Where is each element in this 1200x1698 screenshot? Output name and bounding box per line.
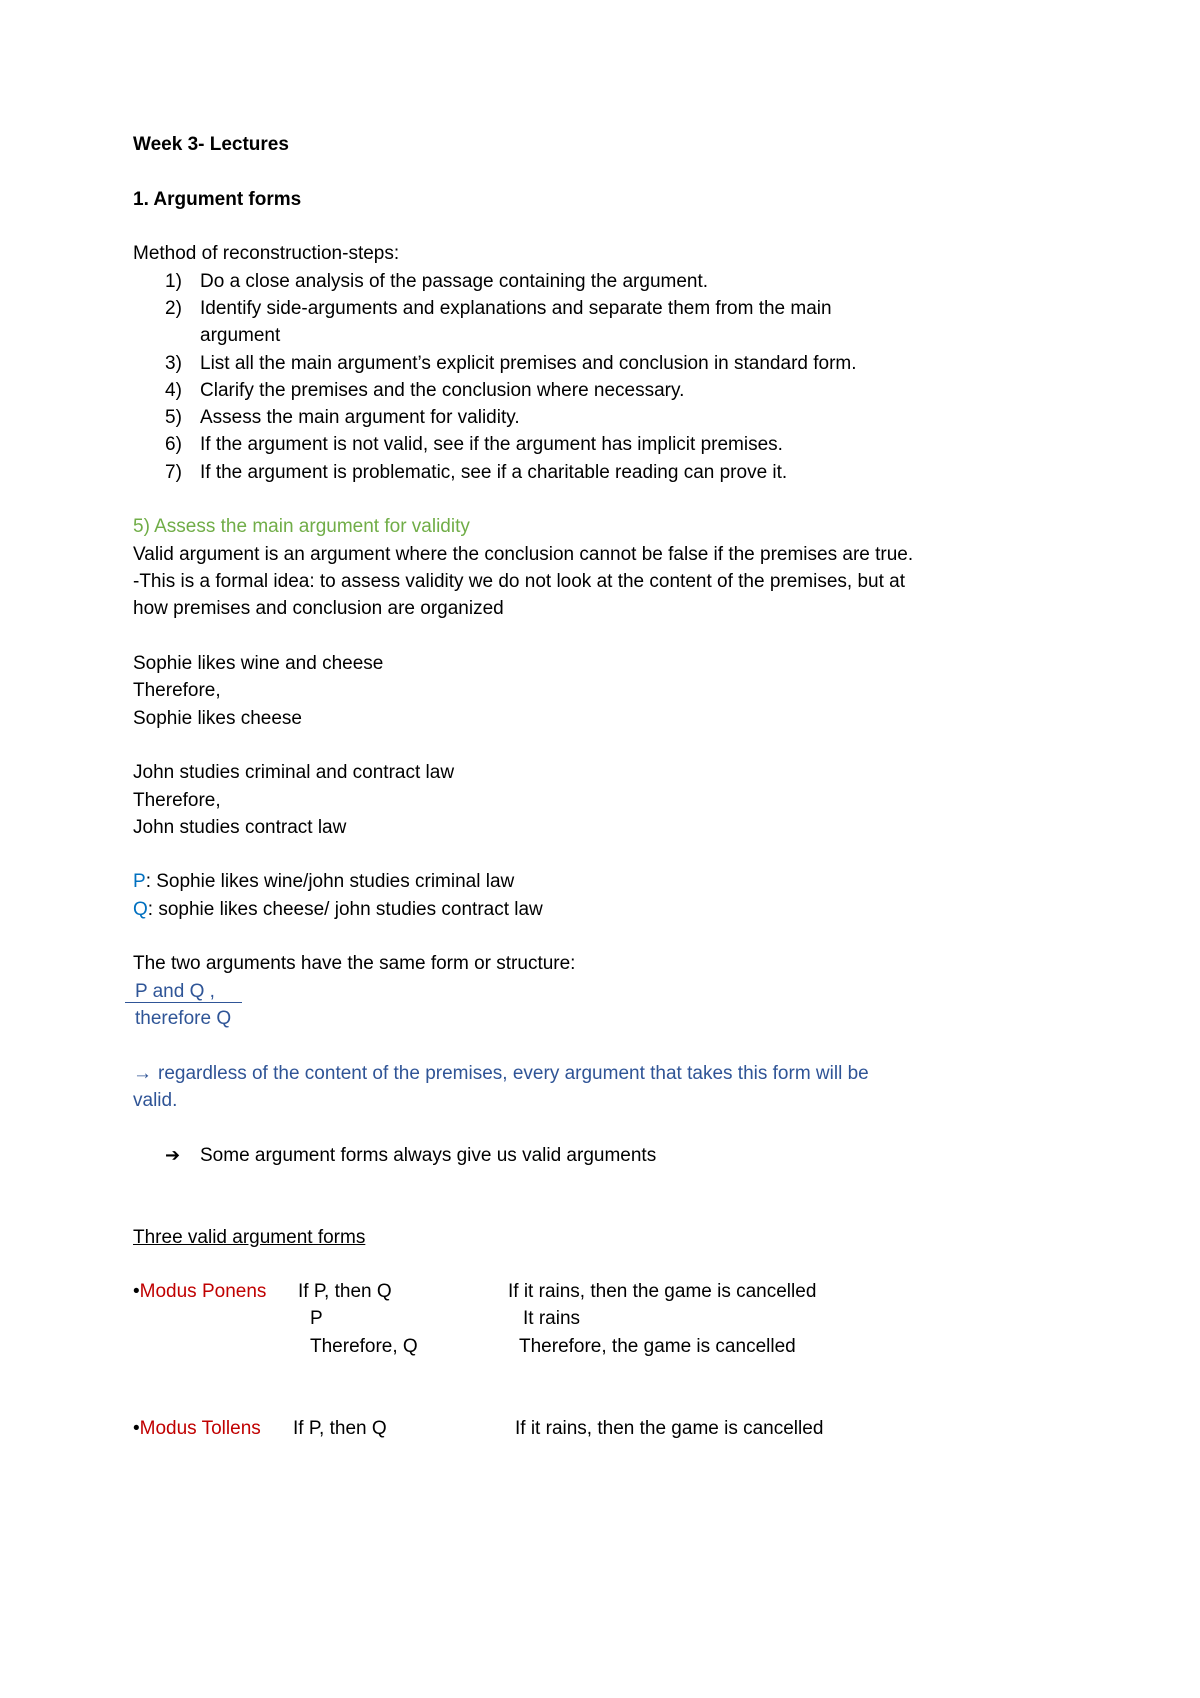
bullet: •	[133, 1417, 140, 1439]
arrow-note	[133, 1060, 1133, 1087]
list-number: 7)	[165, 461, 182, 483]
list-number: 5)	[165, 407, 182, 429]
form-schema-line: If P, then Q	[293, 1417, 387, 1439]
validity-explanation-continued: how premises and conclusion are organized	[133, 598, 504, 620]
form-schema-line: P	[310, 1308, 323, 1330]
example-john-premise: John studies criminal and contract law	[133, 762, 455, 784]
form-premise-line	[133, 978, 1133, 1005]
list-item-step-5	[133, 404, 1133, 431]
list-number: 4)	[165, 379, 182, 401]
form-intro: The two arguments have the same form or structure:	[133, 953, 576, 975]
takeaway	[133, 1142, 1133, 1169]
list-item-step-3	[133, 350, 1133, 377]
modus-tollens-row-1	[133, 1415, 1133, 1442]
modus-ponens-row-2	[133, 1305, 1133, 1332]
form-example-line: If it rains, then the game is cancelled	[515, 1417, 824, 1439]
valid-forms-heading-text: Three valid argument forms	[133, 1226, 366, 1248]
form-example-line: Therefore, the game is cancelled	[519, 1335, 796, 1357]
variable-symbol: Q	[133, 898, 148, 920]
list-item-step-1	[133, 268, 1133, 295]
example-john-therefore: Therefore,	[133, 789, 221, 811]
form-schema-line: If P, then Q	[298, 1281, 392, 1303]
modus-ponens-row-3	[133, 1333, 1133, 1360]
example-sophie-conclusion: Sophie likes cheese	[133, 707, 302, 729]
takeaway-text: Some argument forms always give us valid arguments	[200, 1144, 657, 1166]
example-sophie-therefore: Therefore,	[133, 680, 221, 702]
list-item-step-2-continued	[133, 322, 1133, 349]
list-item-text: Assess the main argument for validity.	[200, 407, 520, 429]
document-title: Week 3- Lectures	[133, 134, 289, 155]
list-number: 2)	[165, 297, 182, 319]
form-name	[133, 1415, 261, 1442]
variable-text: : sophie likes cheese/ john studies contract law	[147, 898, 543, 920]
variable-text: : Sophie likes wine/john studies criminal law	[145, 871, 515, 893]
right-arrow-icon: →	[133, 1062, 152, 1084]
list-item-text: Do a close analysis of the passage containing the argument.	[200, 270, 709, 292]
list-item-step-4	[133, 377, 1133, 404]
list-item-text: Clarify the premises and the conclusion where necessary.	[200, 379, 685, 401]
form-conclusion	[133, 1005, 1133, 1032]
list-item-text: List all the main argument’s explicit premises and conclusion in standard form.	[200, 352, 857, 374]
document-body	[133, 131, 1133, 1442]
validity-explanation: -This is a formal idea: to assess validity we do not look at the content of the premises, but at	[133, 571, 905, 592]
form-divider-line	[125, 1002, 242, 1003]
validity-definition: Valid argument is an argument where the conclusion cannot be false if the premises are true.	[133, 543, 914, 565]
form-conclusion-text: therefore Q	[135, 1008, 232, 1029]
modus-ponens-row-1	[133, 1278, 1133, 1305]
heavy-right-arrow-icon: ➔	[165, 1144, 181, 1166]
list-number: 1)	[165, 270, 182, 292]
variable-definition-p	[133, 868, 1133, 895]
variable-definition-q	[133, 896, 1133, 923]
arrow-note-continued: valid.	[133, 1089, 178, 1111]
method-intro: Method of reconstruction-steps:	[133, 243, 400, 265]
example-sophie-premise: Sophie likes wine and cheese	[133, 652, 384, 674]
form-name	[133, 1278, 266, 1305]
form-name-text: Modus Ponens	[139, 1281, 267, 1303]
list-item-text: If the argument is problematic, see if a charitable reading can prove it.	[200, 461, 788, 483]
validity-heading: 5) Assess the main argument for validity	[133, 516, 470, 538]
list-item-text: Identify side-arguments and explanations and separate them from the main	[200, 297, 832, 319]
form-schema-line: Therefore, Q	[310, 1335, 418, 1357]
bullet: •	[133, 1281, 140, 1303]
arrow-note-text: regardless of the content of the premises, every argument that takes this form will be	[158, 1062, 869, 1084]
valid-forms-heading	[133, 1224, 1133, 1251]
section-heading: 1. Argument forms	[133, 188, 302, 210]
form-premise: P and Q ,	[135, 980, 215, 1002]
list-item-step-6	[133, 431, 1133, 458]
variable-symbol: P	[133, 871, 146, 893]
list-item-text: If the argument is not valid, see if the argument has implicit premises.	[200, 434, 783, 456]
list-item-text: argument	[200, 325, 281, 347]
list-item-step-2	[133, 295, 1133, 322]
list-item-step-7	[133, 459, 1133, 486]
form-example-line: It rains	[523, 1308, 581, 1330]
form-name-text: Modus Tollens	[139, 1417, 261, 1439]
list-number: 6)	[165, 434, 182, 456]
list-number: 3)	[165, 352, 182, 374]
form-example-line: If it rains, then the game is cancelled	[508, 1281, 817, 1303]
example-john-conclusion: John studies contract law	[133, 816, 347, 838]
